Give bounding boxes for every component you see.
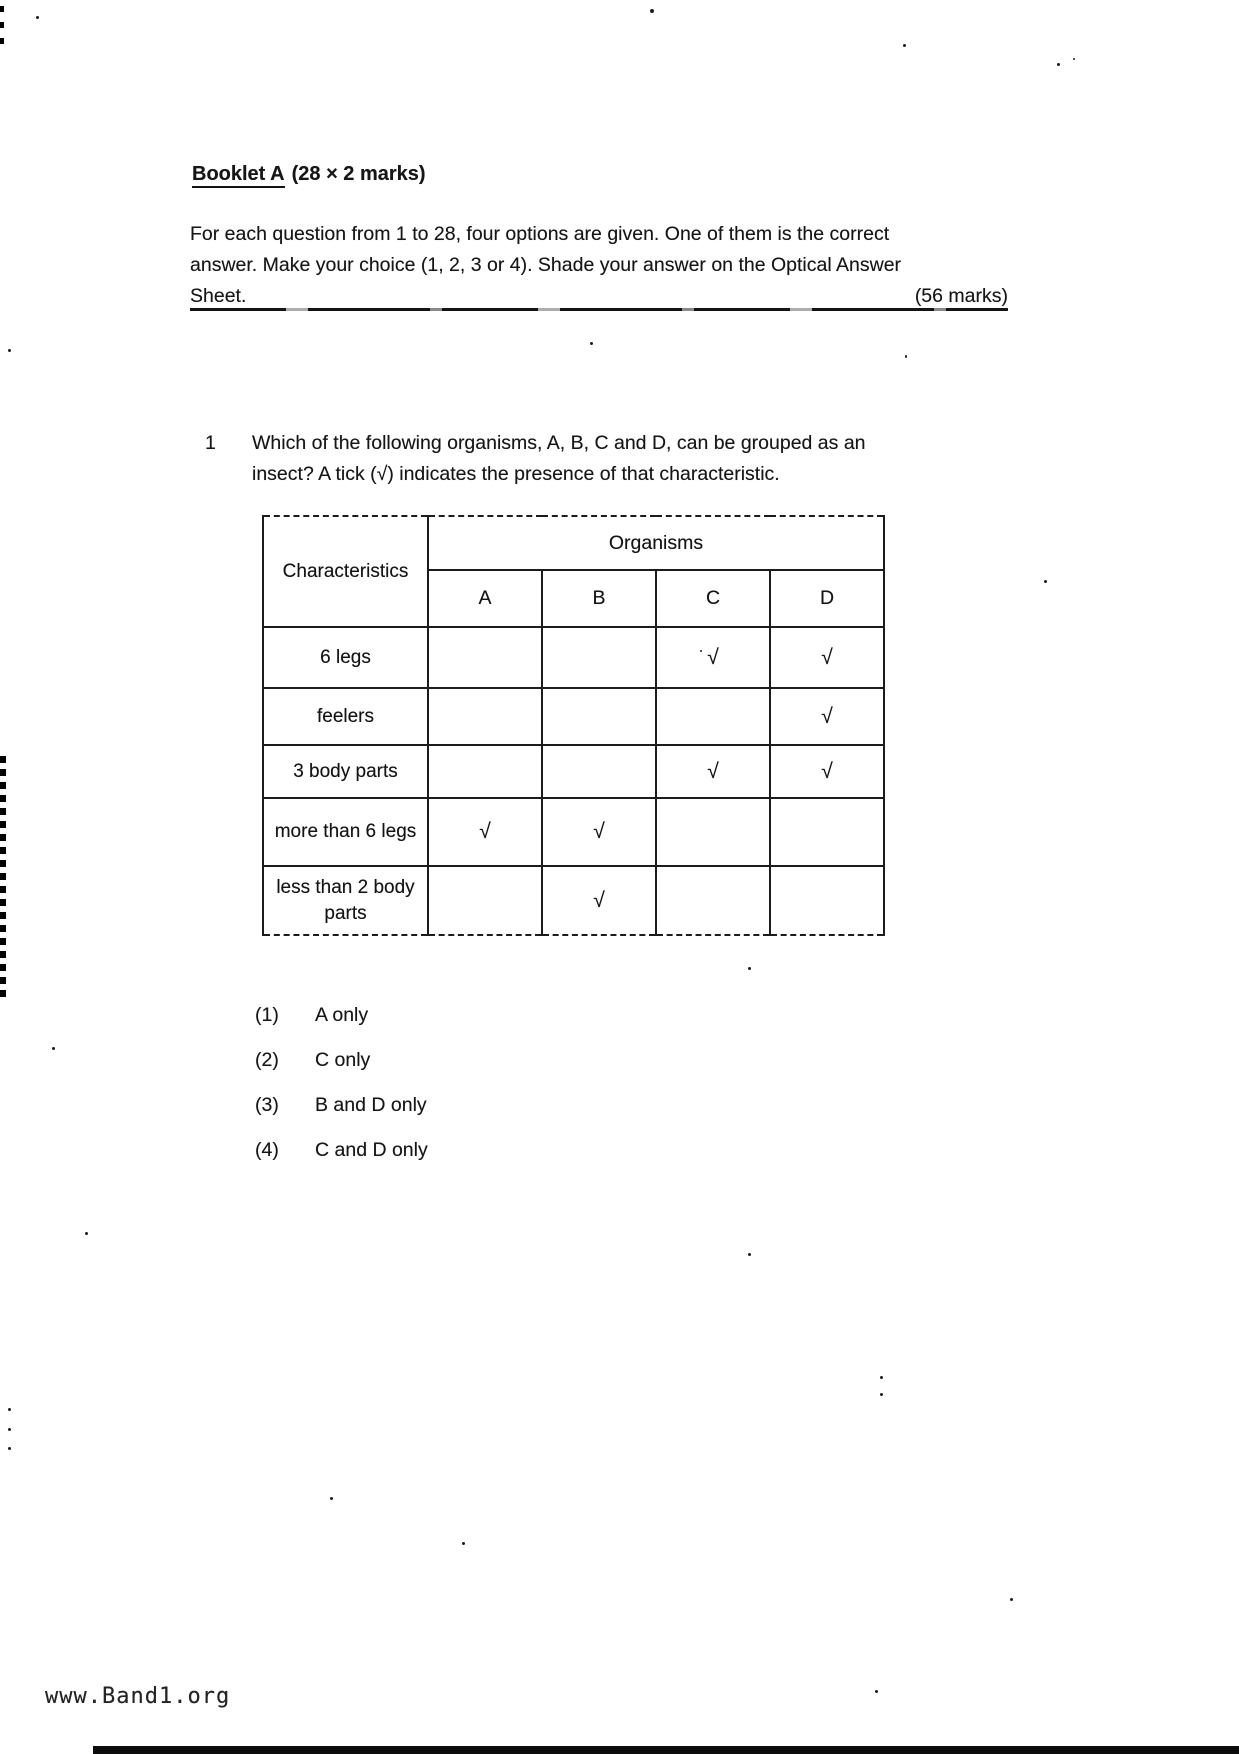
option-label: C and D only <box>315 1139 428 1161</box>
table-row <box>263 688 884 745</box>
scan-edge-artifact <box>0 756 6 1002</box>
option-number: (4) <box>255 1139 279 1161</box>
question-1 <box>205 428 982 490</box>
option-number: (2) <box>255 1049 279 1071</box>
question-number: 1 <box>205 432 216 454</box>
table-group-header: Organisms <box>428 516 884 570</box>
instructions-line-1: For each question from 1 to 28, four options are given. One of them is the correct <box>190 223 890 245</box>
booklet-heading <box>192 163 426 186</box>
question-text-line-1: Which of the following organisms, A, B, C and D, can be grouped as an <box>252 432 866 454</box>
option-1 <box>255 1000 428 1030</box>
row-label: less than 2 body parts <box>263 866 428 935</box>
footer-website: www.Band1.org <box>45 1684 231 1709</box>
tick-cell: √ <box>428 798 542 866</box>
question-text-line-2: insect? A tick (√) indicates the presence of that characteristic. <box>252 463 780 485</box>
tick-cell <box>428 688 542 745</box>
scan-bottom-bar <box>93 1746 1239 1754</box>
instructions-block <box>190 219 1008 312</box>
tick-cell <box>542 745 656 798</box>
column-header-d: D <box>770 570 884 627</box>
row-label: 6 legs <box>263 627 428 688</box>
booklet-marks: (28 × 2 marks) <box>291 163 426 185</box>
row-label: more than 6 legs <box>263 798 428 866</box>
option-3 <box>255 1090 428 1120</box>
total-marks: (56 marks) <box>914 285 1008 307</box>
tick-cell <box>770 798 884 866</box>
organisms-table <box>262 515 885 936</box>
tick-cell: √ <box>542 798 656 866</box>
table-corner-header: Characteristics <box>263 516 428 627</box>
column-header-c: C <box>656 570 770 627</box>
tick-cell <box>656 866 770 935</box>
option-number: (3) <box>255 1094 279 1116</box>
option-label: B and D only <box>315 1094 427 1116</box>
tick-cell <box>542 688 656 745</box>
table-row <box>263 798 884 866</box>
table-row <box>263 627 884 688</box>
option-4 <box>255 1135 428 1165</box>
tick-cell <box>656 798 770 866</box>
organisms-table-wrapper <box>262 515 885 936</box>
option-label: A only <box>315 1004 369 1026</box>
question-text <box>252 428 982 490</box>
tick-cell: √ <box>770 627 884 688</box>
tick-cell: √ <box>542 866 656 935</box>
tick-cell <box>428 745 542 798</box>
tick-cell: √ <box>770 745 884 798</box>
tick-cell <box>428 627 542 688</box>
scan-edge-artifact <box>0 6 4 46</box>
tick-cell <box>428 866 542 935</box>
column-header-b: B <box>542 570 656 627</box>
row-label: 3 body parts <box>263 745 428 798</box>
row-label: feelers <box>263 688 428 745</box>
instructions-line-2: answer. Make your choice (1, 2, 3 or 4). Shade your answer on the Optical Answer <box>190 254 902 276</box>
table-group-header-row <box>263 516 884 570</box>
answer-options <box>255 1000 428 1180</box>
instructions-line-3: Sheet. <box>190 285 247 307</box>
option-number: (1) <box>255 1004 279 1026</box>
tick-cell <box>656 688 770 745</box>
tick-cell: √ <box>770 688 884 745</box>
option-2 <box>255 1045 428 1075</box>
column-header-a: A <box>428 570 542 627</box>
option-label: C only <box>315 1049 371 1071</box>
section-divider-line <box>190 308 1008 311</box>
tick-cell: √ <box>656 627 770 688</box>
table-row <box>263 745 884 798</box>
tick-cell <box>770 866 884 935</box>
booklet-title: Booklet A <box>192 163 285 188</box>
tick-cell: √ <box>656 745 770 798</box>
table-row <box>263 866 884 935</box>
tick-cell <box>542 627 656 688</box>
